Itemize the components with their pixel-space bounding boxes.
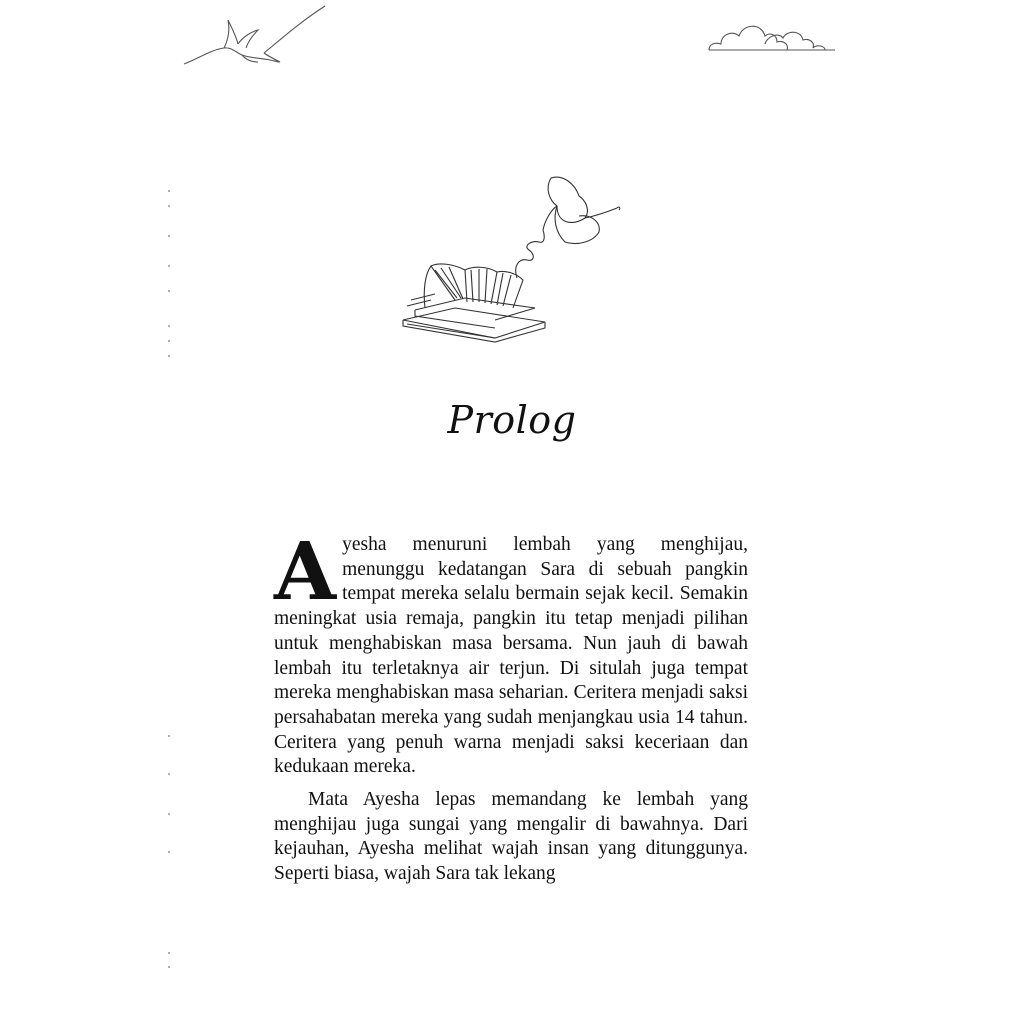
margin-dots-top — [166, 190, 172, 360]
bird-icon — [180, 0, 335, 70]
paragraph-1-text: yesha menuruni lembah yang menghijau, menunggu kedatangan Sara di sebuah pangkin tempat mereka selalu bermain sejak kecil. Semakin meningkat usia remaja, pangkin itu tetap menjadi pilihan untuk menghabiskan masa bersama. Nun jauh di bawah lembah itu terletaknya air terjun. Di situlah juga tempat mereka menghabiskan masa seharian. Ceritera menjadi saksi persahabatan mereka yang sudah menjangkau usia 14 tahun. Ceritera yang penuh warna menjadi saksi keceriaan dan kedukaan mereka. — [274, 534, 748, 778]
drop-cap: A — [274, 524, 337, 618]
chapter-body — [274, 524, 748, 887]
margin-dots-bottom — [166, 952, 172, 972]
margin-dots-mid — [166, 735, 172, 865]
cloud-icon — [705, 14, 840, 59]
book-butterfly-icon — [395, 170, 630, 345]
chapter-title: Prolog — [447, 398, 577, 442]
paragraph-1 — [274, 524, 748, 780]
paragraph-2: Mata Ayesha lepas memandang ke lembah yang menghijau juga sungai yang mengalir di bawahnya. Dari kejauhan, Ayesha melihat wajah insan yang ditunggunya. Seperti biasa, wajah Sara tak lekang — [274, 789, 748, 885]
